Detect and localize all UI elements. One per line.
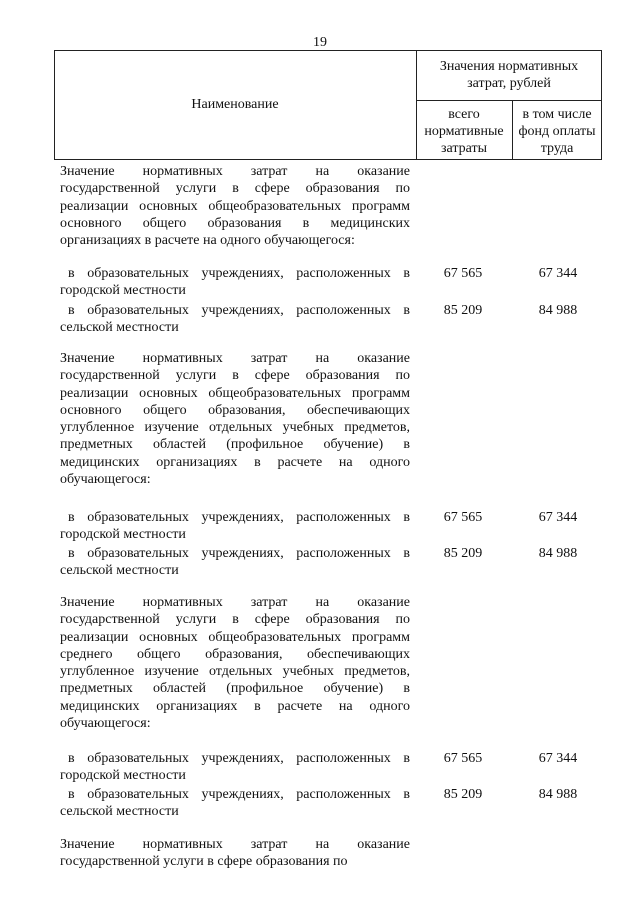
value-payroll: 84 988 (538, 303, 578, 318)
row-label: в образовательных учреждениях, расположенных в городской местности (60, 751, 410, 784)
header-values-group: Значения нормативных затрат, рублей (439, 59, 579, 91)
value-payroll: 67 344 (538, 266, 578, 281)
value-total: 85 209 (443, 546, 483, 561)
row-label: в образовательных учреждениях, расположенных в сельской местности (60, 787, 410, 820)
value-payroll: 67 344 (538, 751, 578, 766)
value-total: 85 209 (443, 303, 483, 318)
section-title: Значение нормативных затрат на оказание государственной услуги в сфере образования по (60, 837, 410, 870)
value-total: 85 209 (443, 787, 483, 802)
value-payroll: 84 988 (538, 546, 578, 561)
value-total: 67 565 (443, 266, 483, 281)
value-payroll: 67 344 (538, 510, 578, 525)
value-total: 67 565 (443, 751, 483, 766)
page-number: 19 (313, 35, 327, 50)
header-name: Наименование (191, 97, 279, 112)
section-title: Значение нормативных затрат на оказание государственной услуги в сфере образования по реализации основных общеобразовательных программ основного общего образования в медицинских организациях в расчете на одного обучающегося: (60, 164, 410, 249)
value-total: 67 565 (443, 510, 483, 525)
table-header (54, 50, 602, 160)
row-label: в образовательных учреждениях, расположенных в сельской местности (60, 303, 410, 336)
row-label: в образовательных учреждениях, расположенных в городской местности (60, 510, 410, 543)
section-title: Значение нормативных затрат на оказание государственной услуги в сфере образования по реализации основных общеобразовательных программ основного общего образования, обеспечивающих углубленное изучение отдельных учебных предметов, предметных областей (профильное обучение) в медицинских организациях в расчете на одного обучающегося: (60, 351, 410, 488)
row-label: в образовательных учреждениях, расположенных в городской местности (60, 266, 410, 299)
header-total: всего нормативные затраты (424, 107, 504, 156)
value-payroll: 84 988 (538, 787, 578, 802)
row-label: в образовательных учреждениях, расположенных в сельской местности (60, 546, 410, 579)
header-payroll: в том числе фонд оплаты труда (518, 107, 596, 156)
section-title: Значение нормативных затрат на оказание государственной услуги в сфере образования по реализации основных общеобразовательных программ среднего общего образования, обеспечивающих углубленное изучение отдельных учебных предметов, предметных областей (профильное обучение) в медицинских организациях в расчете на одного обучающегося: (60, 595, 410, 732)
